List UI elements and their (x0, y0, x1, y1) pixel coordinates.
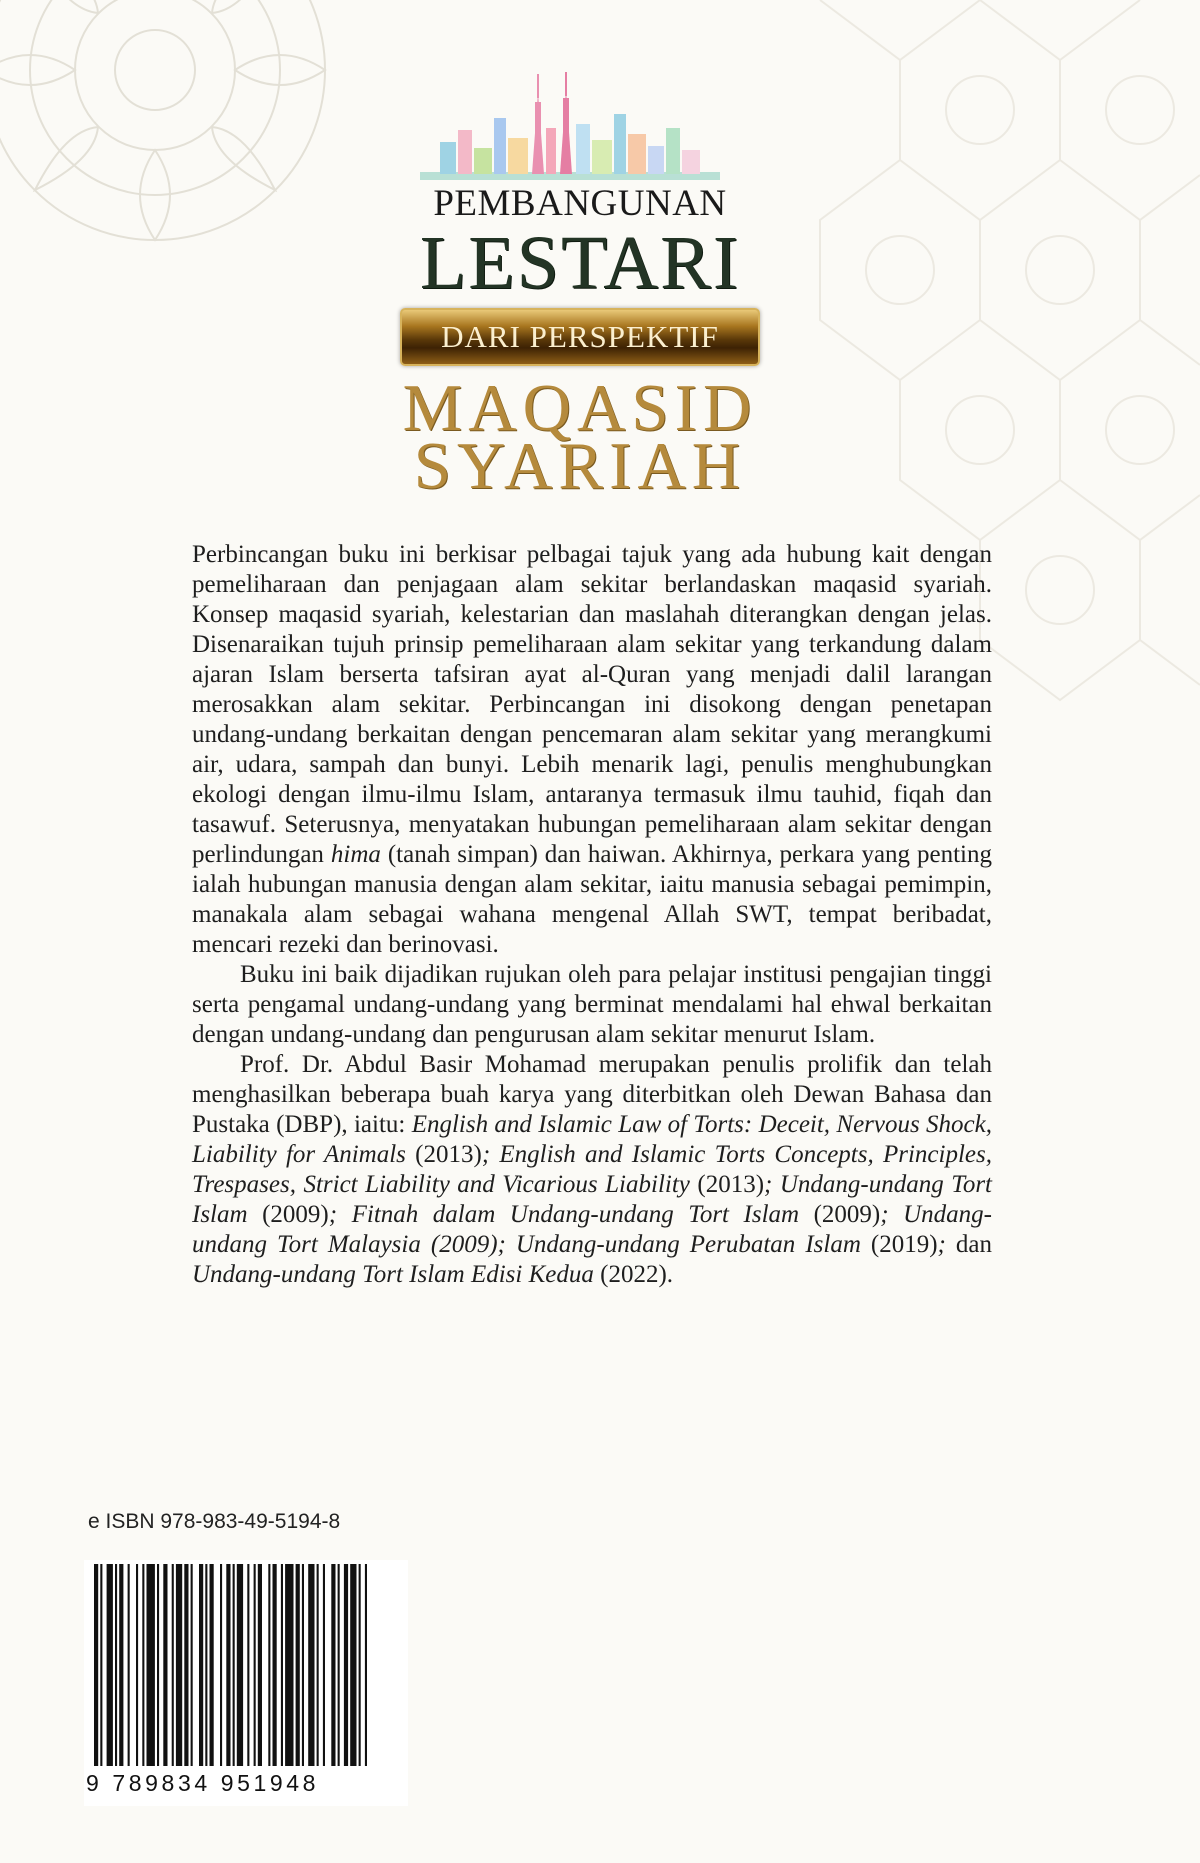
barcode-bar (199, 1564, 203, 1768)
barcode-bar (210, 1564, 214, 1768)
barcode-bar (226, 1564, 230, 1768)
barcode-bar (338, 1564, 340, 1768)
city-skyline-illustration (420, 68, 720, 180)
barcode-bar (233, 1564, 235, 1794)
title-line-pembangunan: PEMBANGUNAN (433, 183, 727, 224)
blurb-paragraph-1 (192, 540, 992, 960)
barcode-bar (296, 1564, 300, 1768)
barcode-bar (176, 1564, 182, 1768)
blurb-italic-term: hima (330, 841, 381, 868)
barcode-bar (350, 1564, 356, 1768)
barcode-bar (220, 1564, 222, 1768)
book-reference-title: ; English and Islamic Torts Concepts, Principles, Trespases, Strict Liability and Vicarious Liability (192, 1141, 992, 1198)
barcode-bar (157, 1564, 159, 1768)
book-reference-year: (2009) (247, 1201, 329, 1228)
barcode-bar (119, 1564, 123, 1768)
barcode-bar (273, 1564, 277, 1768)
book-reference-title: ; Undang-undang Tort Islam (192, 1171, 992, 1228)
title-banner (400, 308, 760, 366)
blurb-paragraph-2: Buku ini baik dijadikan rujukan oleh para pelajar institusi pengajian tinggi serta pengamal undang-undang yang berminat mendalami hal ehwal berkaitan dengan undang-undang dan pengurusan alam sekitar menurut Islam. (192, 961, 992, 1048)
book-reference-year: (2019) (860, 1231, 938, 1258)
book-reference-year: (2009) (799, 1201, 881, 1228)
book-reference-title: ; Undang-undang Tort Malaysia (2009); Undang-undang Perubatan Islam (192, 1201, 992, 1258)
barcode-bar (323, 1564, 325, 1768)
barcode-bar (237, 1564, 243, 1768)
book-reference-year: (2013) (689, 1171, 765, 1198)
barcode-bar (142, 1564, 144, 1768)
barcode-bar (308, 1564, 314, 1768)
author-bio-text: Prof. Dr. Abdul Basir Mohamad merupakan penulis prolifik dan telah menghasilkan beberapa buah karya yang diterbitkan oleh Dewan Bahasa dan Pustaka (DBP), iaitu: (192, 1051, 992, 1138)
book-blurb (192, 540, 992, 1290)
barcode-bar (163, 1564, 167, 1768)
barcode-bar (344, 1564, 348, 1768)
barcode-bar (115, 1564, 117, 1768)
barcode-bar (100, 1564, 102, 1794)
isbn-label: e ISBN 978-983-49-5194-8 (88, 1510, 341, 1533)
barcode-bar (136, 1564, 138, 1768)
barcode-bar (191, 1564, 193, 1768)
barcode-bar (247, 1564, 249, 1768)
barcode-bar (281, 1564, 283, 1768)
blurb-text: (tanah simpan) dan haiwan. Akhirnya, perkara yang penting ialah hubungan manusia dengan alam sekitar, iaitu manusia sebagai pemimpin, manakala alam sebagai wahana mengenal Allah SWT, tempat beribadat, mencari rezeki dan berinovasi. (192, 841, 992, 958)
barcode-bar (317, 1564, 319, 1768)
title-banner-text: DARI PERSPEKTIF (441, 319, 719, 354)
book-reference-title: Undang-undang Tort Islam Edisi Kedua (192, 1261, 594, 1288)
title-line-lestari: LESTARI (419, 221, 741, 305)
barcode-bar (205, 1564, 207, 1768)
author-bio-text: dan (955, 1231, 992, 1258)
barcode-bar (172, 1564, 174, 1768)
book-title (360, 182, 800, 503)
barcode-bar (258, 1564, 262, 1768)
book-reference-title: ; Fitnah dalam Undang-undang Tort Islam (328, 1201, 800, 1228)
barcode-bar (359, 1564, 361, 1768)
barcode-bar (94, 1564, 98, 1794)
barcode-bar (184, 1564, 188, 1768)
title-line-syariah: SYARIAH (413, 429, 747, 503)
book-reference-year: (2022). (593, 1261, 674, 1288)
barcode-bar (268, 1564, 270, 1768)
barcode-bar (128, 1564, 130, 1768)
barcode-digits: 9 789834 951948 (84, 1766, 408, 1800)
title-line-maqasid: MAQASID (402, 371, 758, 445)
barcode-bar (302, 1564, 304, 1768)
barcode-bar (331, 1564, 335, 1768)
barcode-bar (365, 1564, 367, 1794)
barcode-bar (147, 1564, 155, 1768)
book-reference-title: English and Islamic Law of Torts: Deceit, Nervous Shock, Liability for Animals (192, 1111, 992, 1168)
blurb-text: Perbincangan buku ini berkisar pelbagai tajuk yang ada hubung kait dengan pemeliharaan dan penjagaan alam sekitar berlandaskan maqasid syariah. Konsep maqasid syariah, kelestarian dan maslahah diterangkan dengan jelas. Disenaraikan tujuh prinsip pemeliharaan alam sekitar yang terkandung dalam ajaran Islam berserta tafsiran ayat al-Quran yang menjadi dalil larangan merosakkan alam sekitar. Perbincangan ini disokong dengan penetapan undang-undang berkaitan dengan pencemaran alam sekitar yang merangkumi air, udara, sampah dan bunyi. Lebih menarik lagi, penulis menghubungkan ekologi dengan ilmu-ilmu Islam, antaranya termasuk ilmu tauhid, fiqah dan tasawuf. Seterusnya, menyatakan hubungan pemeliharaan alam sekitar dengan perlindungan (192, 541, 992, 868)
barcode-bar (285, 1564, 293, 1768)
barcode-bar (254, 1564, 256, 1768)
author-bio-paragraph (192, 1050, 992, 1290)
book-reference-separator: ; (937, 1231, 956, 1258)
book-reference-year: (2013) (405, 1141, 482, 1168)
barcode-bar (107, 1564, 113, 1768)
